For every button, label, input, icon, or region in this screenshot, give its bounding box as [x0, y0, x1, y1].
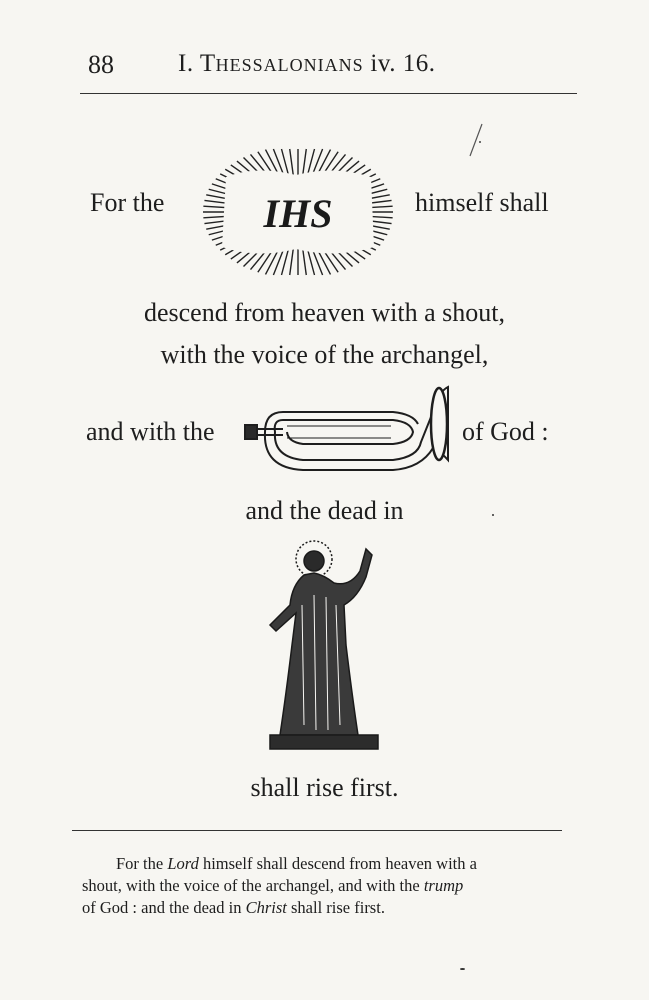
header-rule — [80, 93, 577, 94]
footnote-christ: Christ — [245, 898, 287, 917]
stray-mark — [460, 120, 490, 160]
bottom-speck — [460, 968, 465, 970]
footnote — [82, 853, 572, 919]
running-title — [178, 50, 436, 78]
line2: descend from heaven with a shout, — [143, 298, 505, 327]
footnote-line-1: For the Lord himself shall descend from heaven with a — [116, 854, 477, 873]
footnote-rule — [72, 830, 562, 831]
line1-left: For the — [90, 188, 165, 217]
ihs-glyph: IHS — [263, 191, 333, 236]
running-title-number: I. — [178, 50, 200, 77]
line6: shall rise first. — [250, 773, 399, 802]
footnote-line-2: shout, with the voice of the archangel, and with the trump — [82, 876, 464, 895]
speck — [492, 514, 494, 516]
line4-left: and with the — [86, 417, 215, 446]
footnote-lord: Lord — [167, 854, 199, 873]
line5: and the dead in — [245, 496, 404, 525]
line4-right: of God : — [462, 417, 549, 446]
footnote-trump: trump — [423, 876, 464, 895]
footnote-line-3: of God : and the dead in Christ shall rise first. — [82, 898, 385, 917]
running-title-ref: iv. 16. — [363, 50, 436, 77]
page-number: 88 — [88, 50, 114, 79]
christ-figure-image — [262, 535, 382, 755]
running-title-initial: T — [199, 50, 216, 77]
line1-right: himself shall — [415, 188, 549, 217]
line3: with the voice of the archangel, — [160, 340, 489, 369]
trumpet-image — [243, 382, 453, 472]
ihs-emblem-image — [196, 147, 400, 277]
running-title-book: HESSALONIANS — [215, 55, 364, 75]
